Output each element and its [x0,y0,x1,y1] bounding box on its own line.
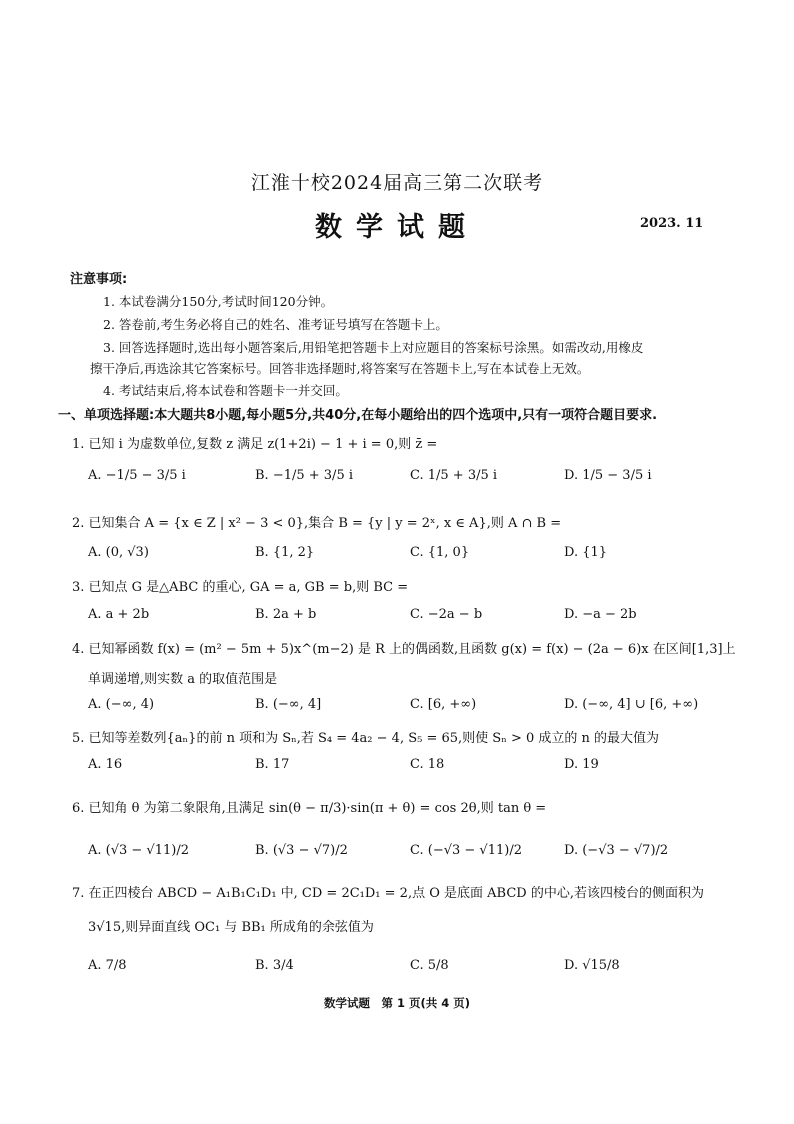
question-1-stem: 1. 已知 i 为虚数单位,复数 z 满足 z(1+2i) − 1 + i = 0,则 z̄ = [72,437,438,452]
q3-option-b: B. 2a + b [255,607,317,622]
q1-option-a: A. −1/5 − 3/5 i [88,468,186,483]
question-4-stem: 4. 已知幂函数 f(x) = (m² − 5m + 5)x^(m−2) 是 R 上的偶函数,且函数 g(x) = f(x) − (2a − 6)x 在区间[1,3]上 [72,642,736,657]
q2-option-d: D. {1} [564,545,608,560]
q6-option-b: B. (√3 − √7)/2 [255,843,348,858]
q6-option-a: A. (√3 − √11)/2 [88,843,189,858]
q7-option-c: C. 5/8 [410,958,449,973]
section-heading: 一、单项选择题:本大题共8小题,每小题5分,共40分,在每小题给出的四个选项中,只有一项符合题目要求. [58,408,658,423]
q7-option-b: B. 3/4 [255,958,294,973]
q5-option-a: A. 16 [88,757,123,772]
question-4-stem-cont: 单调递增,则实数 a 的取值范围是 [88,672,278,687]
q2-option-b: B. {1, 2} [255,545,315,560]
q4-option-b: B. (−∞, 4] [255,697,322,712]
q3-option-d: D. −a − 2b [564,607,637,622]
question-2-stem: 2. 已知集合 A = {x ∈ Z | x² − 3 < 0},集合 B = {y | y = 2ˣ, x ∈ A},则 A ∩ B = [72,516,562,531]
exam-date: 2023. 11 [640,216,704,231]
q5-option-b: B. 17 [255,757,290,772]
notice-heading: 注意事项: [70,272,128,287]
q4-option-c: C. [6, +∞) [410,697,477,712]
q4-option-d: D. (−∞, 4] ∪ [6, +∞) [564,697,699,712]
q5-option-d: D. 19 [564,757,599,772]
q6-option-d: D. (−√3 − √7)/2 [564,843,669,858]
notice-item-3-cont: 擦干净后,再选涂其它答案标号。回答非选择题时,将答案写在答题卡上,写在本试卷上无效。 [90,361,590,376]
page-footer: 数学试题 第 1 页(共 4 页) [323,996,471,1010]
subject-title: 数学试题 [315,212,479,243]
question-5-stem: 5. 已知等差数列{aₙ}的前 n 项和为 Sₙ,若 S₄ = 4a₂ − 4, S₅ = 65,则使 Sₙ > 0 成立的 n 的最大值为 [72,731,660,746]
q1-option-d: D. 1/5 − 3/5 i [564,468,652,483]
q1-option-b: B. −1/5 + 3/5 i [255,468,354,483]
q1-option-c: C. 1/5 + 3/5 i [410,468,498,483]
q2-option-a: A. (0, √3) [88,545,149,560]
question-7-stem: 7. 在正四棱台 ABCD − A₁B₁C₁D₁ 中, CD = 2C₁D₁ = 2,点 O 是底面 ABCD 的中心,若该四棱台的侧面积为 [72,886,704,901]
notice-item-1: 1. 本试卷满分150分,考试时间120分钟。 [103,294,334,309]
q3-option-c: C. −2a − b [410,607,483,622]
notice-item-4: 4. 考试结束后,将本试卷和答题卡一并交回。 [103,383,348,398]
q5-option-c: C. 18 [410,757,445,772]
q7-option-d: D. √15/8 [564,958,620,973]
q4-option-a: A. (−∞, 4) [88,697,155,712]
exam-title: 江淮十校2024届高三第二次联考 [250,172,544,194]
q6-option-c: C. (−√3 − √11)/2 [410,843,522,858]
q3-option-a: A. a + 2b [88,607,150,622]
q2-option-c: C. {1, 0} [410,545,470,560]
notice-item-3: 3. 回答选择题时,选出每小题答案后,用铅笔把答题卡上对应题目的答案标号涂黑。如需改动,用橡皮 [103,340,644,355]
notice-item-2: 2. 答卷前,考生务必将自己的姓名、准考证号填写在答题卡上。 [103,317,448,332]
question-3-stem: 3. 已知点 G 是△ABC 的重心, GA = a, GB = b,则 BC = [72,580,409,595]
q7-option-a: A. 7/8 [88,958,127,973]
question-7-stem-cont: 3√15,则异面直线 OC₁ 与 BB₁ 所成角的余弦值为 [88,920,374,935]
question-6-stem: 6. 已知角 θ 为第二象限角,且满足 sin(θ − π/3)·sin(π + θ) = cos 2θ,则 tan θ = [72,801,547,816]
